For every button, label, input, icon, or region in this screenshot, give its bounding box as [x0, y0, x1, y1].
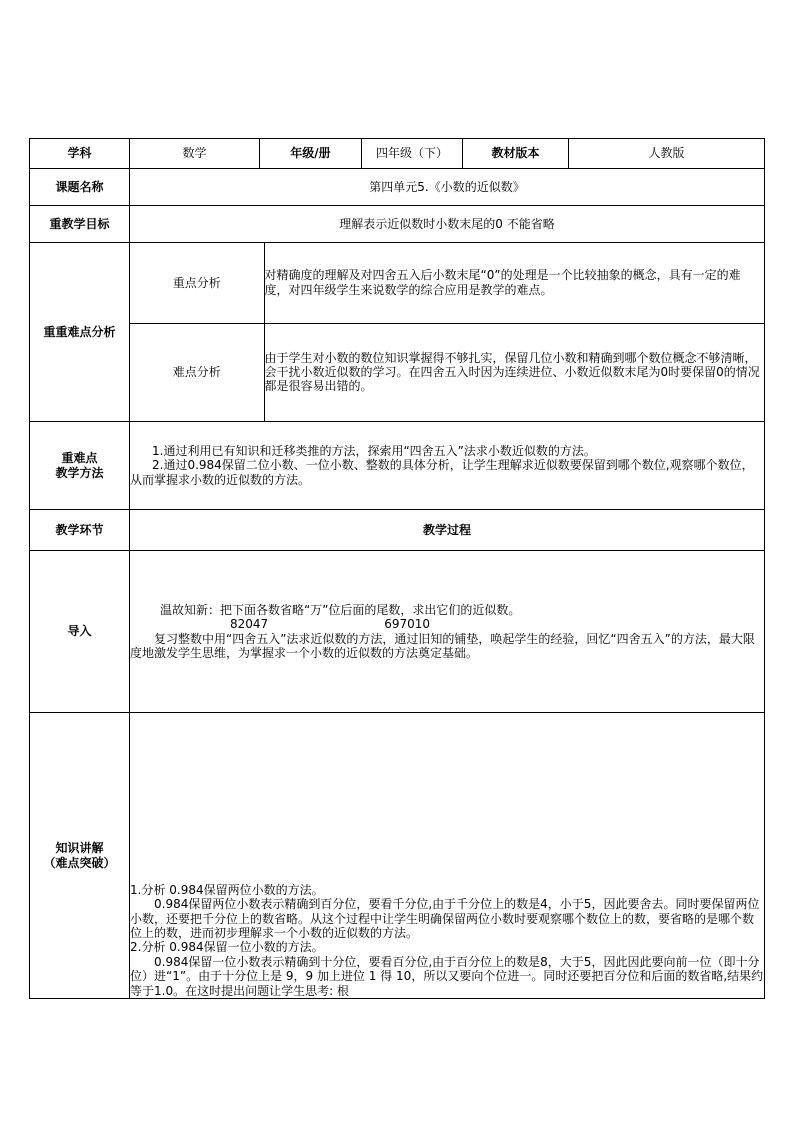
hard-analysis-row — [130, 323, 764, 421]
process-section-title: 教学过程 — [130, 510, 765, 551]
topic-value: 第四单元5.《小数的近似数》 — [130, 169, 765, 206]
grade-label: 年级/册 — [260, 139, 362, 169]
intro-review-line: 温故知新：把下面各数省略“万”位后面的尾数，求出它们的近似数。 — [160, 602, 521, 617]
method-item-2: 2.通过0.984保留二位小数、一位小数、整数的具体分析，让学生理解求近似数要保留到哪个数位,观察哪个数位，从而掌握求小数的近似数的方法。 — [130, 458, 754, 487]
method-content — [130, 422, 765, 510]
key-analysis-row — [130, 243, 764, 323]
analysis-label: 重重难点分析 — [30, 243, 130, 422]
intro-numbers — [130, 617, 764, 631]
method-label-line1: 重难点 — [61, 451, 98, 466]
knowledge-heading-1: 1.分析 0.984保留两位小数的方法。 — [130, 882, 324, 897]
intro-row — [30, 551, 765, 713]
intro-label: 导入 — [30, 551, 130, 713]
method-label-line2: 教学方法 — [55, 465, 104, 480]
knowledge-label-line2: （难点突破） — [43, 855, 116, 870]
topic-row — [30, 169, 765, 206]
analysis-cell — [130, 243, 765, 422]
intro-content — [130, 551, 765, 713]
header-row — [30, 139, 765, 169]
process-header-row — [30, 510, 765, 551]
subject-value: 数学 — [130, 139, 260, 169]
key-analysis-label: 重点分析 — [130, 243, 264, 323]
lesson-plan-table — [29, 138, 765, 999]
method-item-1: 1.通过利用已有知识和迁移类推的方法，探索用“四舍五入”法求小数近似数的方法。 — [152, 443, 596, 458]
analysis-row — [30, 243, 765, 422]
knowledge-heading-2: 2.分析 0.984保留一位小数的方法。 — [130, 940, 324, 955]
goal-label: 重教学目标 — [30, 206, 130, 243]
knowledge-label-line1: 知识讲解 — [55, 841, 104, 856]
goal-row — [30, 206, 765, 243]
knowledge-paragraph-2: 0.984保留一位小数表示精确到十分位，要看百分位,由于百分位上的数是8，大于5，因此因此要向前一位（即十分位）进“1”。由于十分位上是 9，9 加上进位 1 得 10，所以又要向个位进一。同时还要把百分位和后面的数省略,结果约等于1.0。在这时提出问题让学生思考: 根 — [130, 954, 764, 998]
knowledge-row — [30, 713, 765, 999]
knowledge-content — [130, 713, 765, 999]
method-label — [30, 422, 130, 510]
analysis-subtable — [130, 243, 764, 421]
process-section-label: 教学环节 — [30, 510, 130, 551]
hard-analysis-text: 由于学生对小数的数位知识掌握得不够扎实，保留几位小数和精确到哪个数位概念不够清晰，会干扰小数近似数的学习。在四舍五入时因为连续进位、小数近似数末尾为0时要保留0的情况都是很容易出错的。 — [264, 323, 764, 421]
knowledge-paragraph-1: 0.984保留两位小数表示精确到百分位，要看千分位,由于千分位上的数是4，小于5，因此要舍去。同时要保留两位小数，还要把千分位上的数省略。从这个过程中让学生明确保留两位小数时要观察哪个数位上的数，要省略的是哪个数位上的数，进而初步理解求一个小数的近似数的方法。 — [130, 897, 760, 941]
intro-number-1: 82047 — [230, 617, 269, 632]
subject-label: 学科 — [30, 139, 130, 169]
intro-number-2: 697010 — [384, 617, 430, 632]
method-row — [30, 422, 765, 510]
grade-value: 四年级（下） — [362, 139, 463, 169]
intro-paragraph: 复习整数中用“四舍五入”法求近似数的方法，通过旧知的铺垫，唤起学生的经验，回忆“四舍五入”的方法，最大限度地激发学生思维，为掌握求一个小数的近似数的方法奠定基础。 — [130, 631, 755, 660]
edition-value: 人教版 — [569, 139, 765, 169]
topic-label: 课题名称 — [30, 169, 130, 206]
hard-analysis-label: 难点分析 — [130, 323, 264, 421]
edition-label: 教材版本 — [463, 139, 569, 169]
knowledge-label — [30, 713, 130, 999]
key-analysis-text: 对精确度的理解及对四舍五入后小数末尾“0”的处理是一个比较抽象的概念，具有一定的难度，对四年级学生来说数学的综合应用是教学的难点。 — [264, 268, 741, 297]
goal-value: 理解表示近似数时小数末尾的0 不能省略 — [130, 206, 765, 243]
